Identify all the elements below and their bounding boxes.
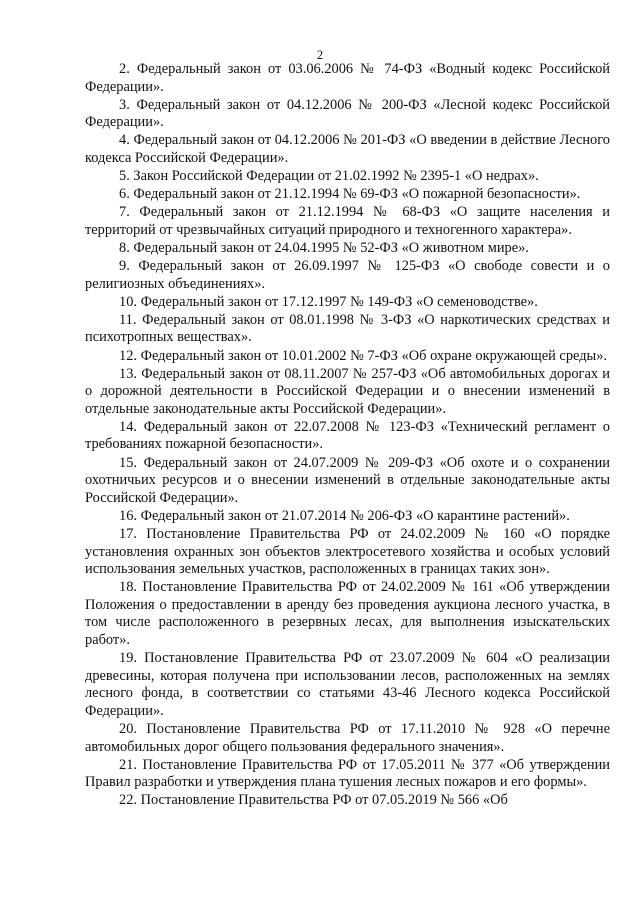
item-text: Федеральный закон от 08.01.1998 № 3-ФЗ «О наркотических средствах и психотропных веществах».	[85, 311, 610, 346]
item-text: Постановление Правительства РФ от 23.07.2009 № 604 «О реализации древесины, которая получена при использовании лесов, расположенных на землях лесного фонда, в соответствии со статьями 43-46 Лесного кодекса Российской Федерации».	[85, 650, 610, 719]
item-number: 3.	[119, 96, 130, 113]
item-text: Федеральный закон от 08.11.2007 № 257-ФЗ «Об автомобильных дорогах и о дорожной деятельности в Российской Федерации и о внесении изменений в отдельные законодательные акты Российской Федерации».	[85, 365, 610, 417]
item-text: Федеральный закон от 22.07.2008 № 123-ФЗ «Технический регламент о требованиях пожарной безопасности».	[85, 418, 610, 453]
item-number: 9.	[119, 258, 130, 275]
item-text: Постановление Правительства РФ от 24.02.2009 № 161 «Об утверждении Положения о предоставлении в аренду без проведения аукциона лесного участка, в том числе расположенного в резервных лесах, для выполнения изыскательских работ».	[85, 579, 610, 648]
list-item	[85, 508, 610, 526]
legal-acts-list	[85, 61, 610, 810]
list-item	[85, 168, 610, 186]
item-text: Федеральный закон от 21.12.1994 № 69-ФЗ «О пожарной безопасности».	[133, 186, 581, 203]
item-text: Постановление Правительства РФ от 17.11.2010 № 928 «О перечне автомобильных дорог общего пользования федерального значения».	[85, 720, 610, 755]
list-item	[85, 132, 610, 167]
item-number: 21.	[119, 756, 137, 773]
item-text: Федеральный закон от 21.07.2014 № 206-ФЗ «О карантине растений».	[140, 507, 570, 524]
item-text: Федеральный закон от 24.04.1995 № 52-ФЗ «О животном мире».	[133, 239, 529, 256]
list-item	[85, 366, 610, 419]
item-text: Федеральный закон от 17.12.1997 № 149-ФЗ «О семеноводстве».	[140, 293, 538, 310]
list-item	[85, 579, 610, 649]
item-number: 8.	[119, 239, 130, 256]
item-number: 16.	[119, 507, 137, 524]
item-text: Постановление Правительства РФ от 17.05.2011 № 377 «Об утверждении Правил разработки и утверждения плана тушения лесных пожаров и его формы».	[85, 756, 610, 791]
list-item	[85, 348, 610, 366]
item-text: Федеральный закон от 21.12.1994 № 68-ФЗ «О защите населения и территорий от чрезвычайных ситуаций природного и техногенного характера».	[85, 204, 610, 238]
item-number: 12.	[119, 347, 137, 364]
item-number: 4.	[119, 132, 130, 149]
item-text: Федеральный закон от 04.12.2006 № 201-ФЗ «О введении в действие Лесного кодекса Российской Федерации».	[85, 132, 610, 166]
list-item	[85, 204, 610, 239]
item-number: 20.	[119, 720, 137, 737]
list-item	[85, 97, 610, 132]
item-text: Федеральный закон от 24.07.2009 № 209-ФЗ «Об охоте и о сохранении охотничьих ресурсов и о внесении изменений в отдельные законодательные акты Российской Федерации».	[85, 454, 610, 506]
list-item	[85, 526, 610, 579]
item-text: Закон Российской Федерации от 21.02.1992 № 2395-1 «О недрах».	[133, 168, 539, 185]
list-item	[85, 258, 610, 293]
item-text: Федеральный закон от 26.09.1997 № 125-ФЗ «О свободе совести и о религиозных объединениях».	[85, 258, 610, 292]
list-item	[85, 757, 610, 792]
item-number: 15.	[119, 454, 137, 471]
list-item	[85, 312, 610, 347]
list-item	[85, 721, 610, 756]
item-number: 10.	[119, 293, 137, 310]
item-text: Федеральный закон от 10.01.2002 № 7-ФЗ «Об охране окружающей среды».	[140, 347, 607, 364]
item-number: 17.	[119, 525, 137, 542]
item-text: Федеральный закон от 03.06.2006 № 74-ФЗ «Водный кодекс Российской Федерации».	[85, 61, 610, 95]
item-number: 11.	[119, 311, 137, 328]
item-number: 6.	[119, 186, 130, 203]
item-number: 19.	[119, 650, 137, 667]
list-item	[85, 294, 610, 312]
item-text: Постановление Правительства РФ от 24.02.2009 № 160 «О порядке установления охранных зон объектов электросетевого хозяйства и особых условий использования земельных участков, расположенных в границах таких зон».	[85, 525, 610, 578]
list-item	[85, 792, 610, 810]
item-number: 13.	[119, 365, 137, 382]
item-text: Постановление Правительства РФ от 07.05.2019 № 566 «Об	[140, 792, 508, 809]
item-number: 2.	[119, 61, 130, 77]
list-item	[85, 455, 610, 508]
list-item	[85, 61, 610, 96]
item-number: 14.	[119, 418, 137, 435]
list-item	[85, 240, 610, 258]
list-item	[85, 650, 610, 720]
item-number: 7.	[119, 204, 130, 221]
list-item	[85, 186, 610, 204]
list-item	[85, 419, 610, 454]
item-number: 22.	[119, 792, 137, 809]
item-text: Федеральный закон от 04.12.2006 № 200-ФЗ «Лесной кодекс Российской Федерации».	[85, 96, 610, 131]
item-number: 18.	[119, 579, 137, 596]
item-number: 5.	[119, 168, 130, 185]
page-number: 2	[316, 48, 324, 62]
